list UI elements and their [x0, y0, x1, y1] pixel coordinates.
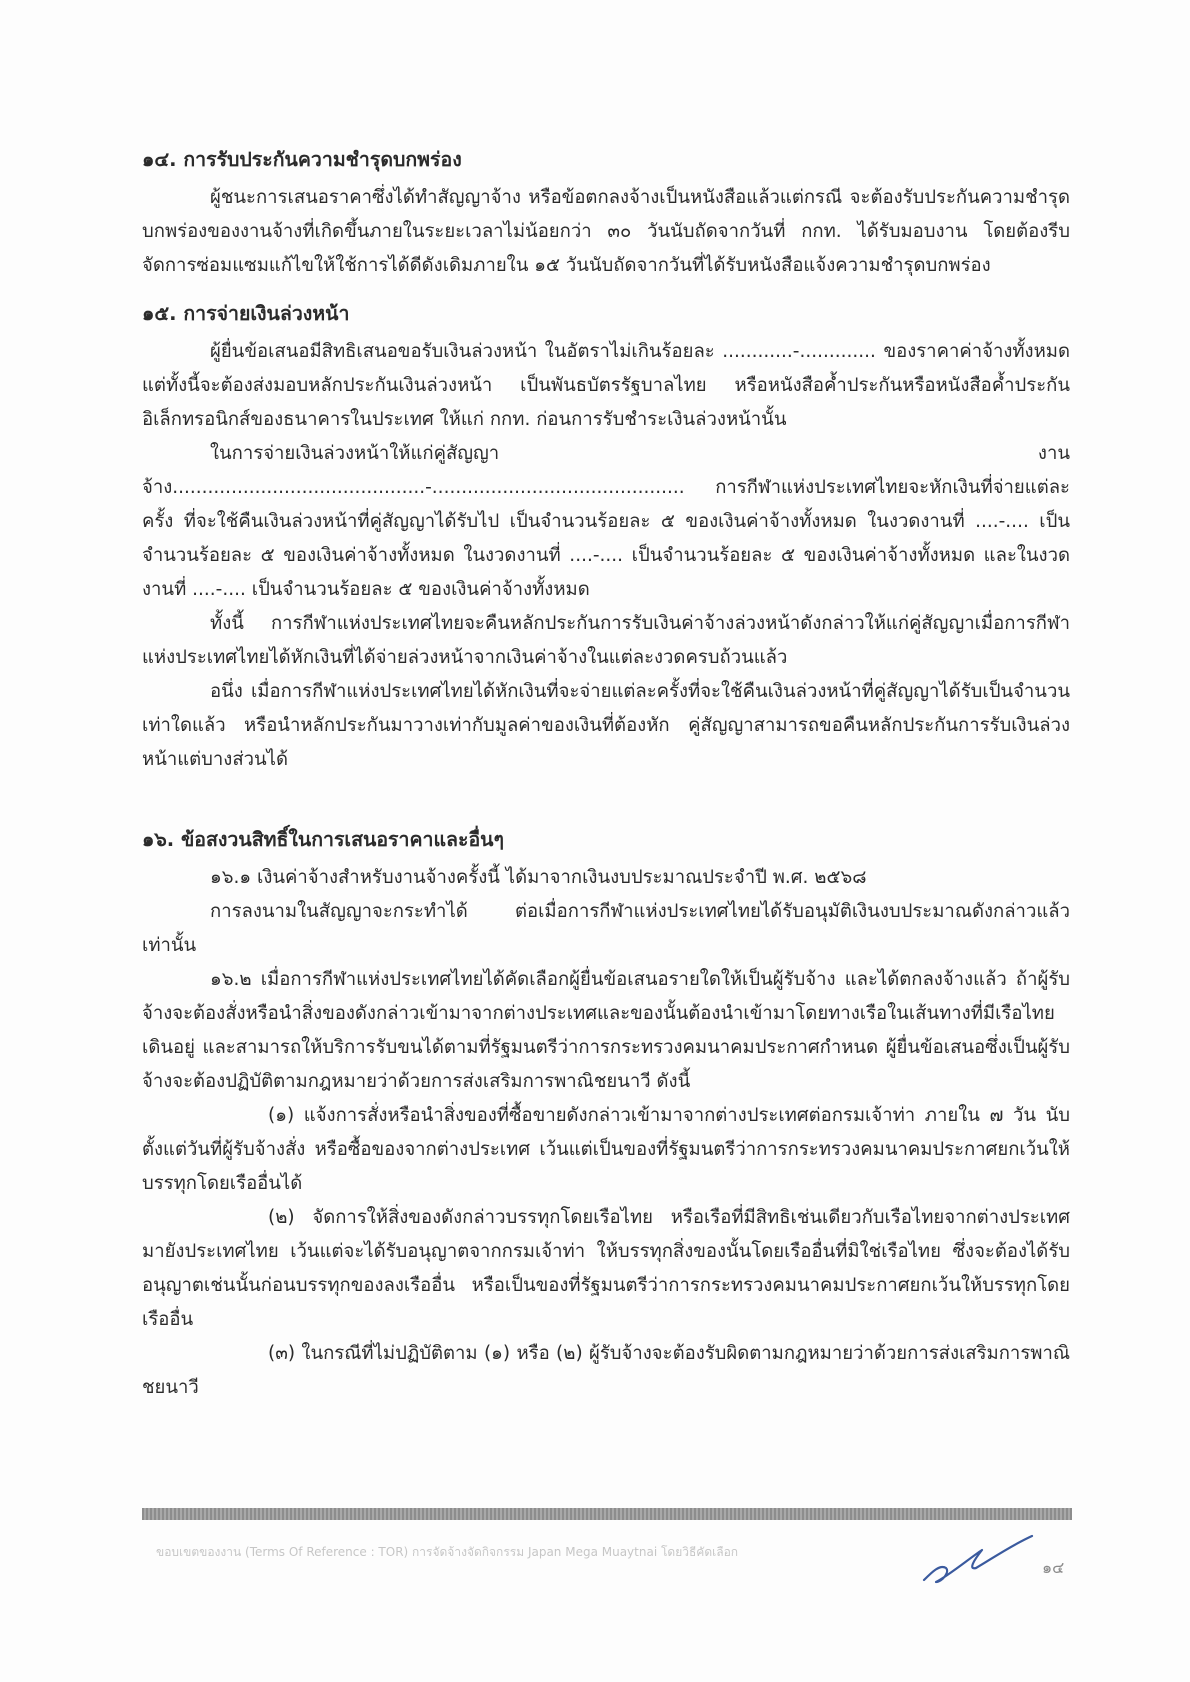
section-16-clause-2: ๑๖.๒ เมื่อการกีฬาแห่งประเทศไทยได้คัดเลือกผู้ยื่นข้อเสนอรายใดให้เป็นผู้รับจ้าง และได้ตกลงจ้างแล้ว ถ้าผู้รับจ้างจะต้องสั่งหรือนำสิ่งของดังกล่าวเข้ามาจากต่างประเทศและของนั้นต้องนำเข้ามาโดยทางเรือในเส้นทางที่มีเรือไทยเดินอยู่ และสามารถให้บริการรับขนได้ตามที่รัฐมนตรีว่าการกระทรวงคมนาคมประกาศกำหนด ผู้ยื่นข้อเสนอซึ่งเป็นผู้รับจ้างจะต้องปฏิบัติตามกฎหมายว่าด้วยการส่งเสริมการพาณิชยนาวี ดังนี้: [142, 969, 1070, 1092]
page-number: ๑๔: [1042, 1558, 1065, 1577]
section-16-clause-1-note: การลงนามในสัญญาจะกระทำได้ ต่อเมื่อการกีฬาแห่งประเทศไทยได้รับอนุมัติเงินงบประมาณดังกล่าวแล้วเท่านั้น: [142, 901, 1070, 956]
signature-icon: [918, 1528, 1038, 1592]
section-15-paragraph-3: ทั้งนี้ การกีฬาแห่งประเทศไทยจะคืนหลักประกันการรับเงินค่าจ้างล่วงหน้าดังกล่าวให้แก่คู่สัญญาเมื่อการกีฬาแห่งประเทศไทยได้หักเงินที่ได้จ่ายล่วงหน้าจากเงินค่าจ้างในแต่ละงวดครบถ้วนแล้ว: [142, 613, 1070, 668]
section-15-paragraph-2: ในการจ่ายเงินล่วงหน้าให้แก่คู่สัญญา งานจ้าง...........................................-........................................... การกีฬาแห่งประเทศไทยจะหักเงินที่จ่ายแต่ละครั้ง ที่จะใช้คืนเงินล่วงหน้าที่คู่สัญญาได้รับไป เป็นจำนวนร้อยละ ๕ ของเงินค่าจ้างทั้งหมด ในงวดงานที่ ....-.... เป็นจำนวนร้อยละ ๕ ของเงินค่าจ้างทั้งหมด ในงวดงานที่ ....-.... เป็นจำนวนร้อยละ ๕ ของเงินค่าจ้างทั้งหมด และในงวดงานที่ ....-.... เป็นจำนวนร้อยละ ๕ ของเงินค่าจ้างทั้งหมด: [142, 443, 1070, 600]
section-15-title: ๑๕. การจ่ายเงินล่วงหน้า: [142, 302, 350, 325]
section-16-item-2: (๒) จัดการให้สิ่งของดังกล่าวบรรทุกโดยเรือไทย หรือเรือที่มีสิทธิเช่นเดียวกับเรือไทยจากต่างประเทศมายังประเทศไทย เว้นแต่จะได้รับอนุญาตจากกรมเจ้าท่า ให้บรรทุกสิ่งของนั้นโดยเรืออื่นที่มิใช่เรือไทย ซึ่งจะต้องได้รับอนุญาตเช่นนั้นก่อนบรรทุกของลงเรืออื่น หรือเป็นของที่รัฐมนตรีว่าการกระทรวงคมนาคมประกาศยกเว้นให้บรรทุกโดยเรืออื่น: [142, 1207, 1070, 1330]
section-16-item-1: (๑) แจ้งการสั่งหรือนำสิ่งของที่ซื้อขายดังกล่าวเข้ามาจากต่างประเทศต่อกรมเจ้าท่า ภายใน ๗ วัน นับตั้งแต่วันที่ผู้รับจ้างสั่ง หรือซื้อของจากต่างประเทศ เว้นแต่เป็นของที่รัฐมนตรีว่าการกระทรวงคมนาคมประกาศยกเว้นให้บรรทุกโดยเรืออื่นได้: [142, 1105, 1070, 1194]
section-15-paragraph-4: อนึ่ง เมื่อการกีฬาแห่งประเทศไทยได้หักเงินที่จะจ่ายแต่ละครั้งที่จะใช้คืนเงินล่วงหน้าที่คู่สัญญาได้รับเป็นจำนวนเท่าใดแล้ว หรือนำหลักประกันมาวางเท่ากับมูลค่าของเงินที่ต้องหัก คู่สัญญาสามารถขอคืนหลักประกันการรับเงินล่วงหน้าแต่บางส่วนได้: [142, 681, 1070, 770]
spacer: [142, 283, 1070, 297]
section-14-title: ๑๔. การรับประกันความชำรุดบกพร่อง: [142, 148, 462, 171]
section-15-paragraph-1: ผู้ยื่นข้อเสนอมีสิทธิเสนอขอรับเงินล่วงหน้า ในอัตราไม่เกินร้อยละ ............-............. ของราคาค่าจ้างทั้งหมด แต่ทั้งนี้จะต้องส่งมอบหลักประกันเงินล่วงหน้า เป็นพันธบัตรรัฐบาลไทย หรือหนังสือค้ำประกันหรือหนังสือค้ำประกันอิเล็กทรอนิกส์ของธนาคารในประเทศ ให้แก่ กกท. ก่อนการรับชำระเงินล่วงหน้านั้น: [142, 341, 1070, 430]
document-body: [142, 143, 1070, 1405]
spacer: [142, 777, 1070, 823]
section-16-title: ๑๖. ข้อสงวนสิทธิ์ในการเสนอราคาและอื่นๆ: [142, 828, 504, 851]
section-14-paragraph: ผู้ชนะการเสนอราคาซึ่งได้ทำสัญญาจ้าง หรือข้อตกลงจ้างเป็นหนังสือแล้วแต่กรณี จะต้องรับประกันความชำรุดบกพร่องของงานจ้างที่เกิดขึ้นภายในระยะเวลาไม่น้อยกว่า ๓๐ วันนับถัดจากวันที่ กกท. ได้รับมอบงาน โดยต้องรีบจัดการซ่อมแซมแก้ไขให้ใช้การได้ดีดังเดิมภายใน ๑๕ วันนับถัดจากวันที่ได้รับหนังสือแจ้งความชำรุดบกพร่อง: [142, 187, 1070, 276]
section-16-item-3: (๓) ในกรณีที่ไม่ปฏิบัติตาม (๑) หรือ (๒) ผู้รับจ้างจะต้องรับผิดตามกฎหมายว่าด้วยการส่งเสริมการพาณิชยนาวี: [142, 1343, 1070, 1398]
footer-divider: [142, 1508, 1072, 1520]
section-16-clause-1: ๑๖.๑ เงินค่าจ้างสำหรับงานจ้างครั้งนี้ ได้มาจากเงินงบประมาณประจำปี พ.ศ. ๒๕๖๘: [210, 867, 867, 888]
footer-text: ขอบเขตของงาน (Terms Of Reference : TOR) การจัดจ้างจัดกิจกรรม Japan Mega Muaytnai โดยวิธีคัดเลือก: [156, 1545, 739, 1559]
